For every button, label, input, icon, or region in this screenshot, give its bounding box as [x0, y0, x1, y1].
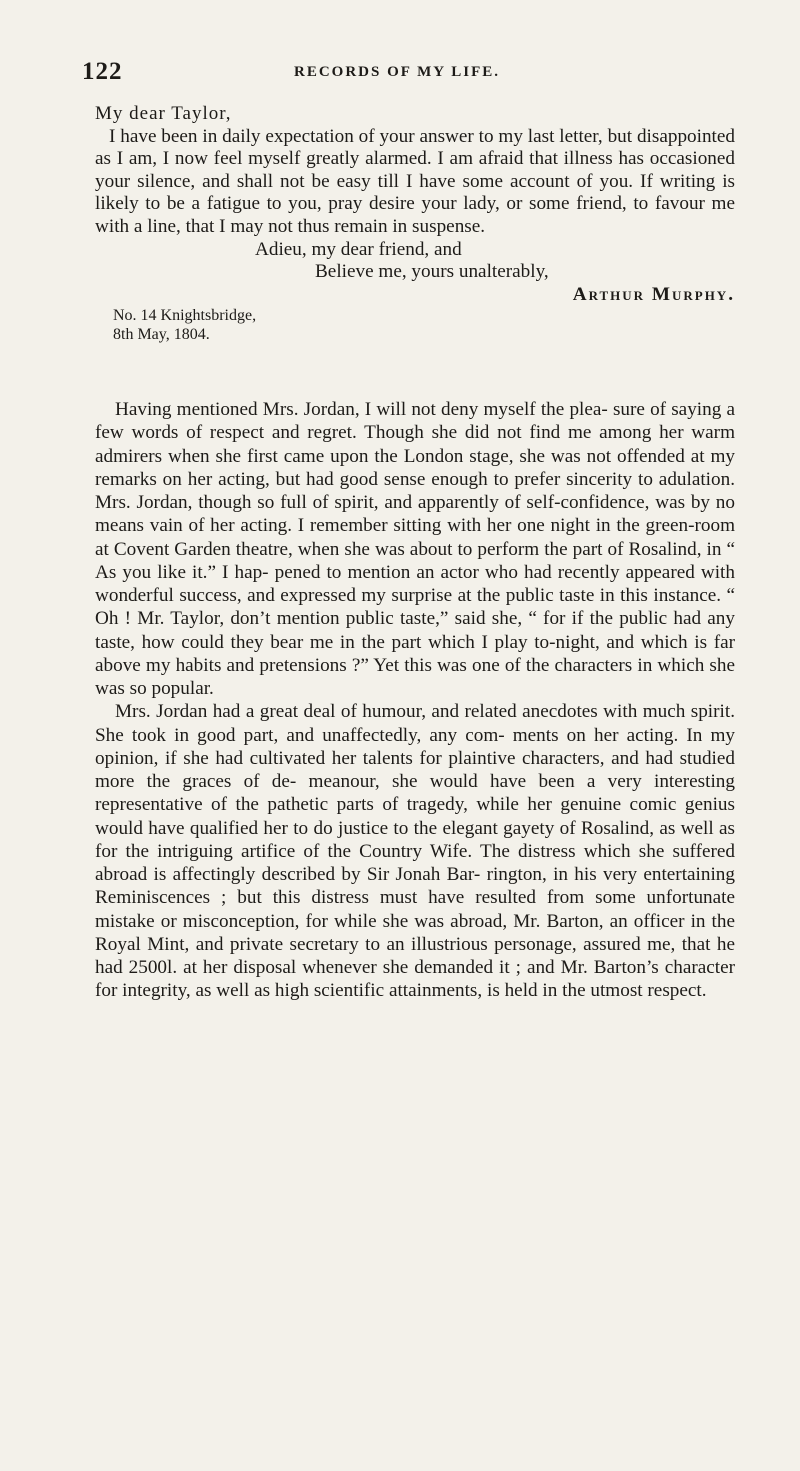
running-title: RECORDS OF MY LIFE. [294, 64, 501, 80]
letter-closing-2: Believe me, yours unalterably, [315, 261, 549, 283]
page-number: 122 [82, 58, 123, 85]
letter-salutation: My dear Taylor, [95, 103, 232, 124]
letter-body: I have been in daily expectation of your answer to my last letter, but disappointed as I am, I now feel myself greatly alarmed. I am afraid that illness has occasioned your silence, and shall not be easy till I have some account of you. If writing is likely to be a fatigue to you, pray desire your lady, or some friend, to favour me with a line, that I may not thus remain in suspense. [95, 125, 735, 237]
letter-signature: Arthur Murphy. [572, 283, 735, 305]
letter-closing-1: Adieu, my dear friend, and [255, 238, 462, 260]
letter-date: 8th May, 1804. [113, 326, 210, 344]
letter-address: No. 14 Knightsbridge, [113, 307, 257, 325]
page-header [82, 58, 732, 88]
main-text [95, 398, 735, 1003]
paragraph-jordan-2: Mrs. Jordan had a great deal of humour, and related anecdotes with much spirit. She took in good part, and unaffectedly, any com- ments on her acting. In my opinion, if she had cultivated her talents for plaintive characters, and had studied more the graces of de- meanour, she would have been a very interesting representative of the pathetic parts of tragedy, while her genuine comic genius would have qualified her to do justice to the elegant gayety of Rosalind, as well as for the intriguing artifice of the Country Wife. The distress which she suffered abroad is affectingly described by Sir Jonah Bar- rington, in his very entertaining Reminiscences ; but this distress must have resulted from some unfortunate mistake or misconception, for while she was abroad, Mr. Barton, an officer in the Royal Mint, and private secretary to an illustrious personage, assured me, that he had 2500l. at her disposal whenever she demanded it ; and Mr. Barton’s character for integrity, as well as high scientific attainments, is held in the utmost respect. [95, 701, 735, 1002]
paragraph-jordan-1: Having mentioned Mrs. Jordan, I will not deny myself the plea- sure of saying a few words of respect and regret. Though she did not find me among her warm admirers when she first came upon the London stage, she was not offended at my remarks on her acting, but had good sense enough to prefer sincerity to adulation. Mrs. Jordan, though so full of spirit, and apparently of self-confidence, was by no means vain of her acting. I remember sitting with her one night in the green-room at Covent Garden theatre, when she was about to perform the part of Rosalind, in “ As you like it.” I hap- pened to mention an actor who had recently appeared with wonderful success, and expressed my surprise at the public taste in this instance. “ Oh ! Mr. Taylor, don’t mention public taste,” said she, “ for if the public had any taste, how could they bear me in the part which I play to-night, and which is far above my habits and pretensions ?” Yet this was one of the characters in which she was so popular. [95, 399, 735, 699]
letter-block [95, 103, 735, 344]
